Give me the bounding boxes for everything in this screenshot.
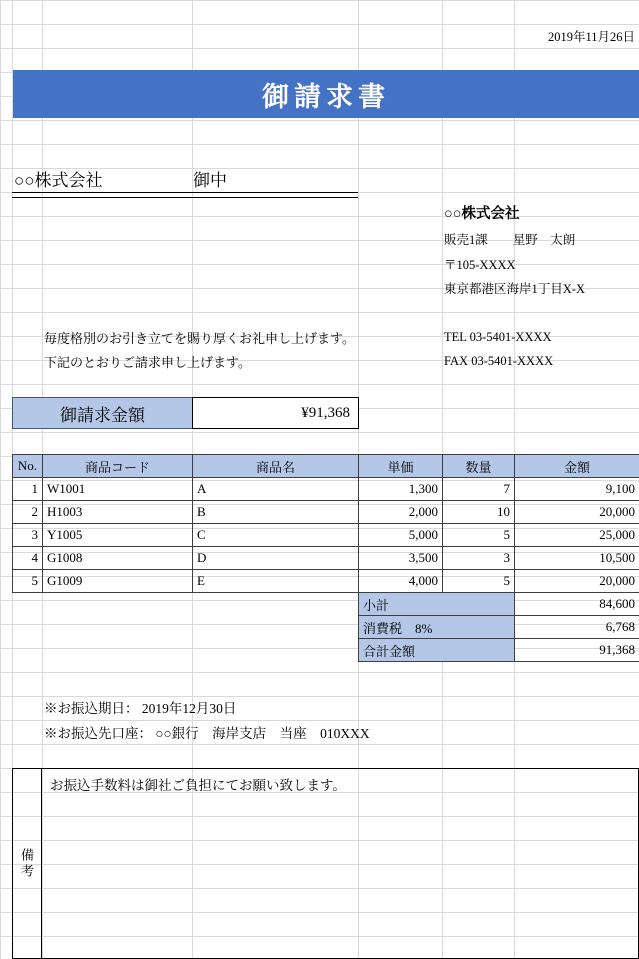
- cell-name: C: [193, 524, 359, 547]
- col-header-no: No.: [13, 455, 43, 478]
- remarks-label-text: 備考: [19, 847, 34, 880]
- cell-price: 3,500: [359, 547, 443, 570]
- table-row: [13, 547, 639, 570]
- page-title: 御請求書: [262, 81, 390, 113]
- items-table-body: [13, 478, 639, 662]
- customer-honorific: 御中: [193, 170, 227, 190]
- grid-row-line: [0, 744, 639, 745]
- table-row: [13, 478, 639, 501]
- items-table-wrapper: [12, 454, 639, 662]
- summary-spacer-no: [13, 639, 43, 662]
- grid-row-line: [0, 120, 639, 121]
- summary-label: 合計金額: [359, 639, 515, 662]
- table-header-row: [13, 455, 639, 478]
- summary-value: 6,768: [515, 616, 639, 639]
- cell-amount: 20,000: [515, 570, 639, 593]
- cell-no: 3: [13, 524, 43, 547]
- grid-row-line: [0, 432, 639, 433]
- cell-code: W1001: [43, 478, 193, 501]
- cell-qty: 3: [443, 547, 515, 570]
- cell-no: 2: [13, 501, 43, 524]
- cell-name: E: [193, 570, 359, 593]
- table-row: [13, 501, 639, 524]
- billed-amount-label: 御請求金額: [12, 397, 193, 429]
- payment-account-note: ※お振込先口座： ○○銀行 海岸支店 当座 010XXX: [44, 725, 370, 741]
- summary-spacer-code: [43, 593, 193, 616]
- issuer-department-person: 販売1課 星野 太朗: [444, 233, 576, 247]
- cell-amount: 20,000: [515, 501, 639, 524]
- issuer-address: 東京都港区海岸1丁目X-X: [444, 282, 585, 296]
- document-title-banner: [13, 70, 639, 118]
- cell-no: 4: [13, 547, 43, 570]
- document-date: 2019年11月26日: [547, 30, 635, 44]
- cell-qty: 5: [443, 524, 515, 547]
- cell-price: 5,000: [359, 524, 443, 547]
- summary-row: [13, 639, 639, 662]
- cell-amount: 25,000: [515, 524, 639, 547]
- cell-price: 2,000: [359, 501, 443, 524]
- cell-name: B: [193, 501, 359, 524]
- cell-price: 4,000: [359, 570, 443, 593]
- issuer-fax: FAX 03-5401-XXXX: [444, 353, 554, 368]
- customer-double-underline: [12, 192, 358, 198]
- summary-spacer-name: [193, 616, 359, 639]
- remarks-text: お振込手数料は御社ご負担にてお願い致します。: [50, 778, 346, 793]
- billed-amount-value: ¥91,368: [192, 397, 359, 429]
- cell-amount: 9,100: [515, 478, 639, 501]
- issuer-postal-code: 〒105-XXXX: [444, 258, 516, 272]
- issuer-company: ○○株式会社: [444, 205, 520, 222]
- cell-qty: 7: [443, 478, 515, 501]
- grid-row-line: [0, 48, 639, 49]
- summary-spacer-no: [13, 616, 43, 639]
- cell-name: D: [193, 547, 359, 570]
- summary-spacer-no: [13, 593, 43, 616]
- table-row: [13, 570, 639, 593]
- grid-row-line: [0, 384, 639, 385]
- cell-amount: 10,500: [515, 547, 639, 570]
- summary-label: 消費税 8%: [359, 616, 515, 639]
- customer-name: ○○株式会社: [14, 170, 103, 190]
- cell-no: 1: [13, 478, 43, 501]
- greeting-line-2: 下記のとおりご請求申し上げます。: [44, 354, 251, 370]
- remarks-box: [12, 768, 639, 959]
- cell-name: A: [193, 478, 359, 501]
- issuer-tel: TEL 03-5401-XXXX: [444, 329, 552, 344]
- summary-spacer-code: [43, 639, 193, 662]
- summary-label: 小計: [359, 593, 515, 616]
- items-table: [12, 454, 639, 662]
- grid-row-line: [0, 672, 639, 673]
- cell-qty: 5: [443, 570, 515, 593]
- payment-due-note: ※お振込期日： 2019年12月30日: [44, 700, 237, 716]
- col-header-price: 単価: [359, 455, 443, 478]
- col-header-amount: 金額: [515, 455, 639, 478]
- grid-row-line: [0, 144, 639, 145]
- summary-row: [13, 593, 639, 616]
- cell-no: 5: [13, 570, 43, 593]
- table-row: [13, 524, 639, 547]
- grid-row-line: [0, 0, 639, 1]
- greeting-line-1: 毎度格別のお引き立てを賜り厚くお礼申し上げます。: [44, 330, 355, 346]
- cell-price: 1,300: [359, 478, 443, 501]
- col-header-code: 商品コード: [43, 455, 193, 478]
- summary-row: [13, 616, 639, 639]
- remarks-label: [12, 768, 42, 959]
- cell-code: Y1005: [43, 524, 193, 547]
- cell-code: H1003: [43, 501, 193, 524]
- summary-value: 91,368: [515, 639, 639, 662]
- cell-code: G1008: [43, 547, 193, 570]
- col-header-qty: 数量: [443, 455, 515, 478]
- summary-value: 84,600: [515, 593, 639, 616]
- col-header-name: 商品名: [193, 455, 359, 478]
- cell-qty: 10: [443, 501, 515, 524]
- summary-spacer-code: [43, 616, 193, 639]
- summary-spacer-name: [193, 639, 359, 662]
- grid-row-line: [0, 312, 639, 313]
- summary-spacer-name: [193, 593, 359, 616]
- cell-code: G1009: [43, 570, 193, 593]
